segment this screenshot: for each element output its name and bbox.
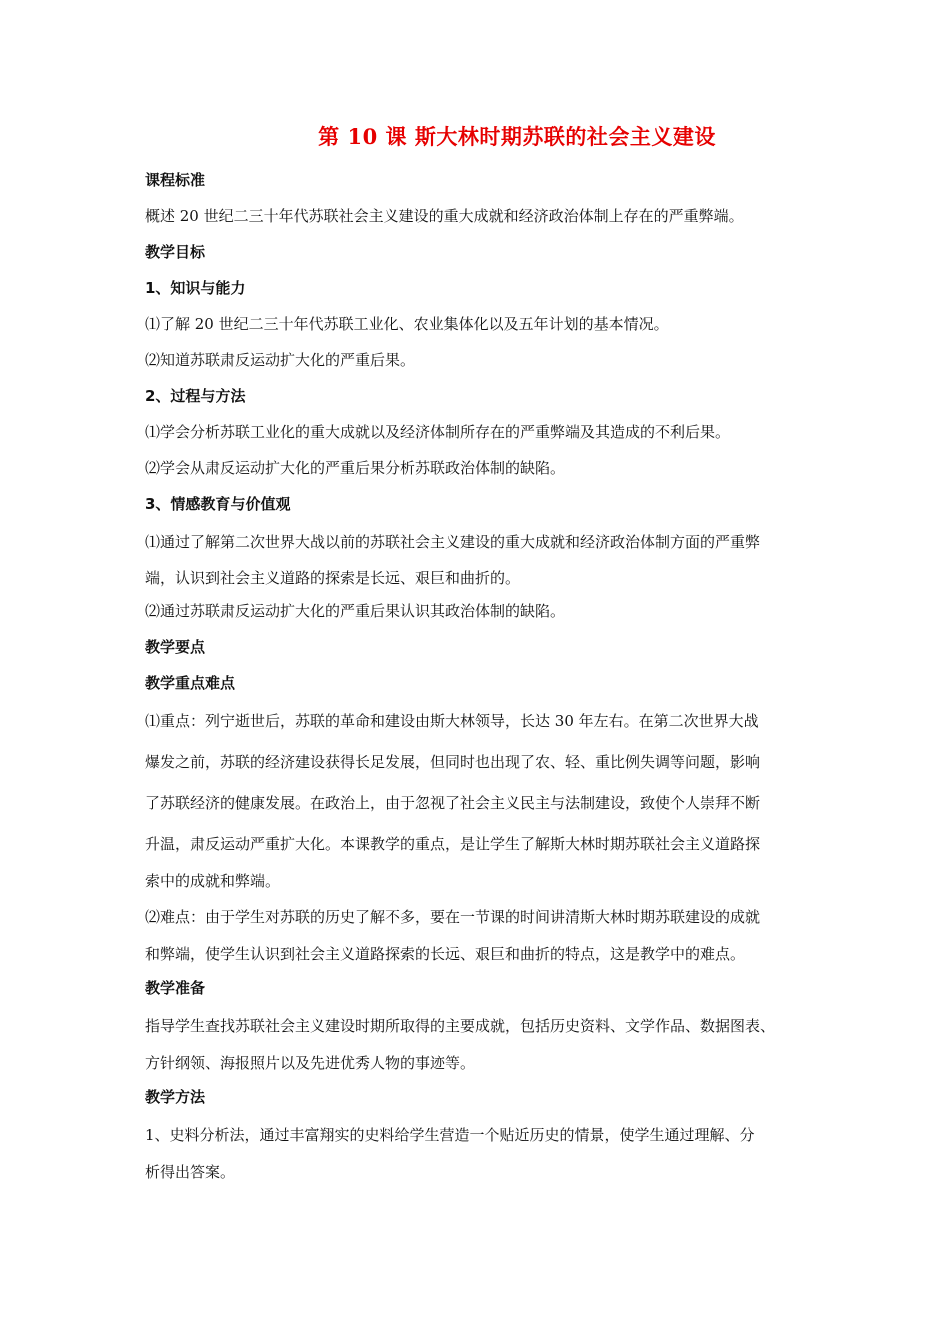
objective-2-item-2: ⑵学会从肃反运动扩大化的严重后果分析苏联政治体制的缺陷。 [145,459,566,477]
key-difficult-heading: 教学重点难点 [145,674,236,692]
objective-3-heading: 3、情感教育与价值观 [145,495,291,513]
objective-3-item-2: ⑵通过苏联肃反运动扩大化的严重后果认识其政治体制的缺陷。 [145,602,566,620]
key-item-1-line: 索中的成就和弊端。 [145,872,281,890]
key-item-1-line: ⑴重点：列宁逝世后，苏联的革命和建设由斯大林领导，长达 30 年左右。在第二次世界大战 [145,712,759,730]
objective-2-heading: 2、过程与方法 [145,387,246,405]
objective-3-item-1-line-1: ⑴通过了解第二次世界大战以前的苏联社会主义建设的重大成就和经济政治体制方面的严重弊 [145,533,761,551]
key-item-1 [145,701,845,897]
key-item-2-line: ⑵难点：由于学生对苏联的历史了解不多，要在一节课的时间讲清斯大林时期苏联建设的成就 [145,908,761,926]
lesson-title: 第 10 课 斯大林时期苏联的社会主义建设 [318,124,716,149]
objectives-heading: 教学目标 [145,243,206,261]
key-item-1-line: 升温，肃反运动严重扩大化。本课教学的重点，是让学生了解斯大林时期苏联社会主义道路探 [145,835,761,853]
objective-1-item-2: ⑵知道苏联肃反运动扩大化的严重后果。 [145,351,416,369]
method-text-line: 1、史料分析法，通过丰富翔实的史料给学生营造一个贴近历史的情景，使学生通过理解、分 [145,1126,755,1144]
objective-3-item-1 [145,522,845,593]
key-item-2-line: 和弊端，使学生认识到社会主义道路探索的长远、艰巨和曲折的特点，这是教学中的难点。 [145,945,746,963]
objective-2-item-1: ⑴学会分析苏联工业化的重大成就以及经济体制所存在的严重弊端及其造成的不利后果。 [145,423,731,441]
course-standard-heading: 课程标准 [145,171,206,189]
prep-heading: 教学准备 [145,979,206,997]
objective-1-heading: 1、知识与能力 [145,279,246,297]
prep-text-line: 指导学生查找苏联社会主义建设时期所取得的主要成就，包括历史资料、文学作品、数据图表、 [145,1017,776,1035]
method-text-line: 析得出答案。 [145,1163,236,1181]
key-item-2 [145,897,845,970]
document-page [145,122,845,1188]
prep-text-line: 方针纲领、海报照片以及先进优秀人物的事迹等。 [145,1054,476,1072]
objective-3-item-1-line-2: 端，认识到社会主义道路的探索是长远、艰巨和曲折的。 [145,569,521,587]
prep-text [145,1006,845,1079]
key-points-heading: 教学要点 [145,638,206,656]
method-heading: 教学方法 [145,1088,206,1106]
key-item-1-line: 了苏联经济的健康发展。在政治上，由于忽视了社会主义民主与法制建设，致使个人崇拜不断 [145,794,761,812]
method-text [145,1115,845,1188]
course-standard-text: 概述 20 世纪二三十年代苏联社会主义建设的重大成就和经济政治体制上存在的严重弊端。 [145,207,744,225]
objective-1-item-1: ⑴了解 20 世纪二三十年代苏联工业化、农业集体化以及五年计划的基本情况。 [145,315,669,333]
key-item-1-line: 爆发之前，苏联的经济建设获得长足发展，但同时也出现了农、轻、重比例失调等问题，影响 [145,753,761,771]
